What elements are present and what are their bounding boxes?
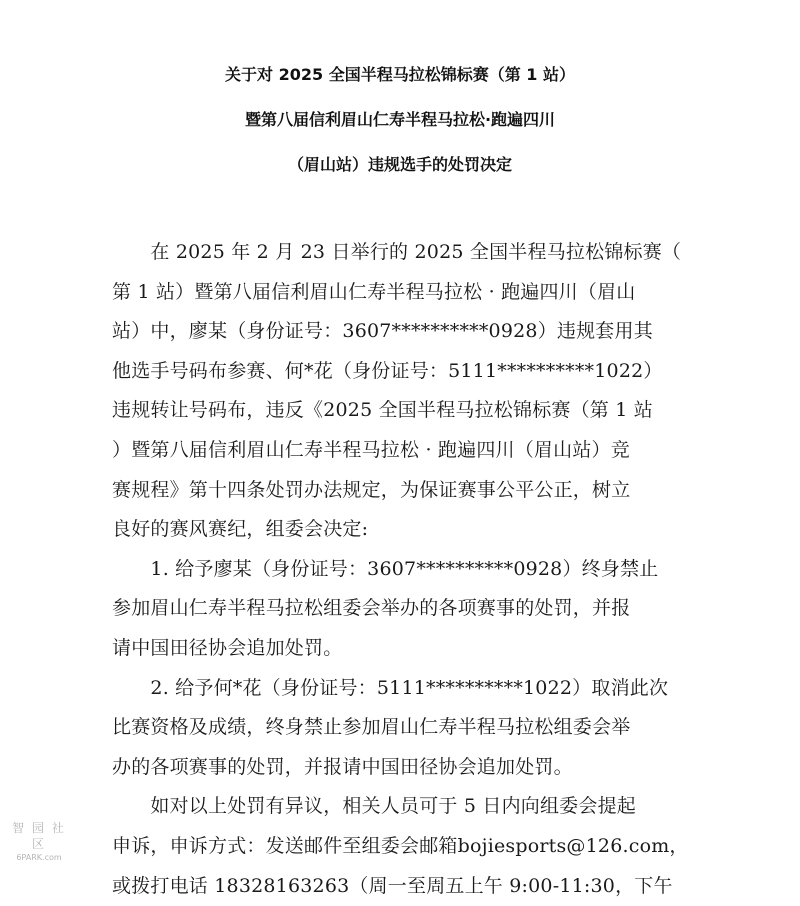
body-line: 办的各项赛事的处罚，并报请中国田径协会追加处罚。 xyxy=(112,748,702,788)
appeal-paragraph: 如对以上处罚有异议，相关人员可于 5 日内向组委会提起 xyxy=(112,787,702,827)
body-line: 他选手号码布参赛、何*花（身份证号：5111**********1022） xyxy=(112,352,702,392)
title-line-3: （眉山站）违规选手的处罚决定 xyxy=(0,142,800,187)
body-line: 比赛资格及成绩，终身禁止参加眉山仁寿半程马拉松组委会举 xyxy=(112,708,702,748)
body-line: ）暨第八届信利眉山仁寿半程马拉松 · 跑遍四川（眉山站）竞 xyxy=(112,431,702,471)
document-title xyxy=(0,52,800,187)
body-line: 站）中，廖某（身份证号：3607**********0928）违规套用其 xyxy=(112,312,702,352)
body-line: 参加眉山仁寿半程马拉松组委会举办的各项赛事的处罚，并报 xyxy=(112,589,702,629)
penalty-item-1: 1. 给予廖某（身份证号：3607**********0928）终身禁止 xyxy=(112,550,702,590)
appeal-phone-line: 或拨打电话 18328163263（周一至周五上午 9:00-11:30，下午 xyxy=(112,867,702,906)
title-line-2: 暨第八届信利眉山仁寿半程马拉松·跑遍四川 xyxy=(0,97,800,142)
body-line: 赛规程》第十四条处罚办法规定，为保证赛事公平公正，树立 xyxy=(112,471,702,511)
body-line: 违规转让号码布，违反《2025 全国半程马拉松锦标赛（第 1 站 xyxy=(112,391,702,431)
document-body xyxy=(112,233,702,906)
watermark-site: 6PARK.com xyxy=(4,852,74,864)
body-line: 请中国田径协会追加处罚。 xyxy=(112,629,702,669)
body-line: 在 2025 年 2 月 23 日举行的 2025 全国半程马拉松锦标赛（ xyxy=(112,233,702,273)
body-line: 第 1 站）暨第八届信利眉山仁寿半程马拉松 · 跑遍四川（眉山 xyxy=(112,273,702,313)
appeal-email-line: 申诉，申诉方式：发送邮件至组委会邮箱bojiesports@126.com， xyxy=(112,827,702,867)
body-line: 良好的赛风赛纪，组委会决定: xyxy=(112,510,702,550)
site-watermark xyxy=(4,820,74,864)
penalty-item-2: 2. 给予何*花（身份证号：5111**********1022）取消此次 xyxy=(112,669,702,709)
title-line-1: 关于对 2025 全国半程马拉松锦标赛（第 1 站） xyxy=(0,52,800,97)
watermark-logo: 智 园 社 区 xyxy=(4,820,74,852)
